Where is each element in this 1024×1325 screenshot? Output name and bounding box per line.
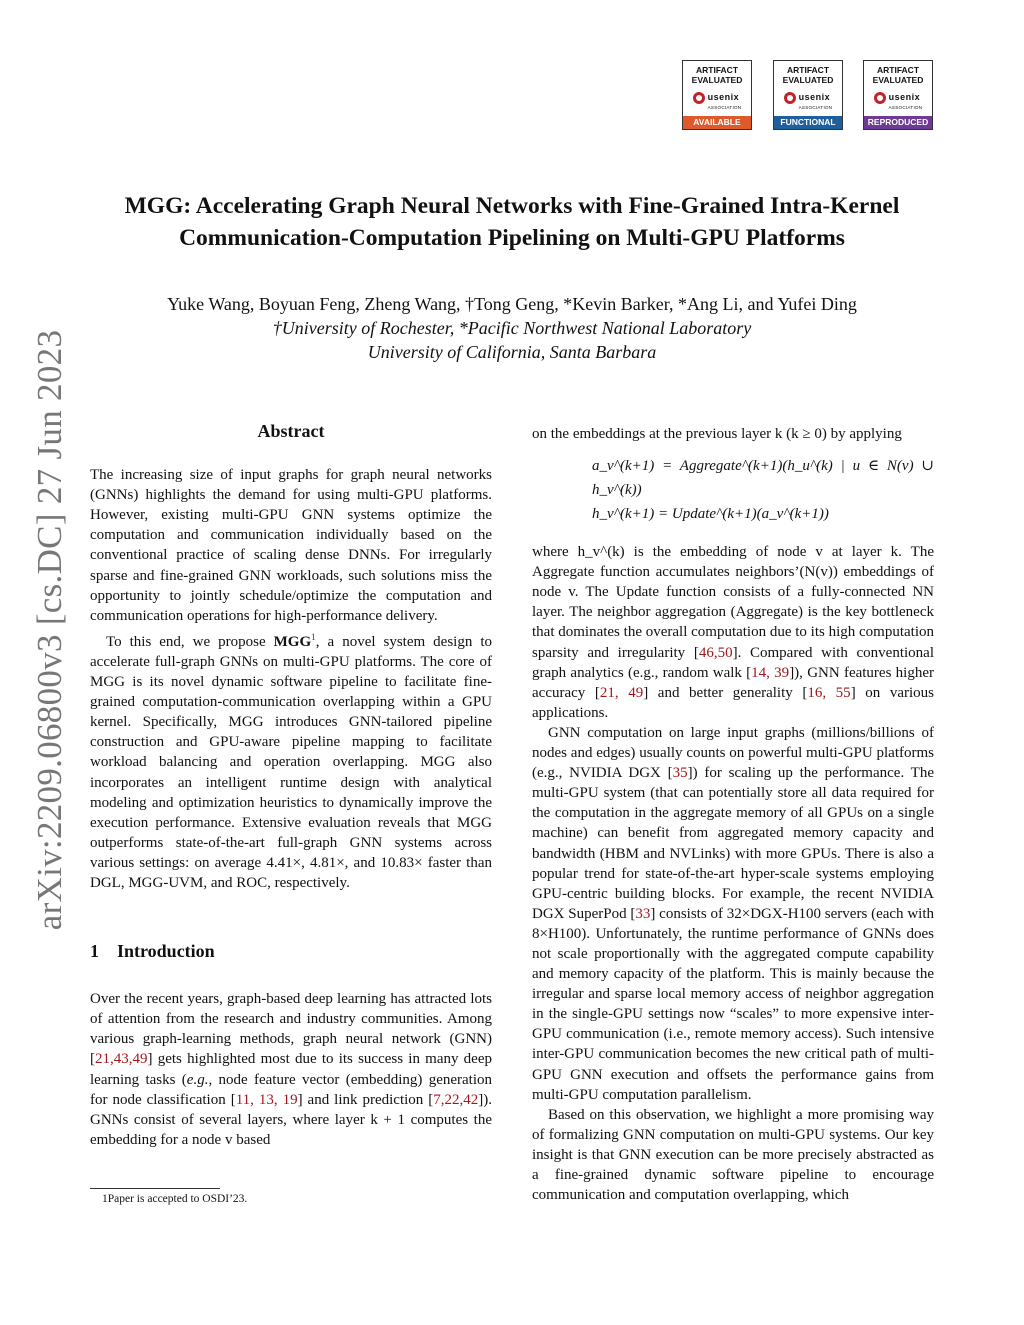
title-line-2: Communication-Computation Pipelining on Multi-GPU Platforms — [179, 225, 845, 251]
badge-assoc-text: ASSOCIATION — [888, 104, 923, 110]
equation-aggregate — [532, 454, 934, 502]
badge-status: FUNCTIONAL — [774, 116, 842, 129]
right-lead-text: on the embeddings at the previous layer k (k ≥ 0) by applying — [532, 426, 902, 442]
right-paragraph-2 — [532, 723, 934, 1105]
title-line-1: MGG: Accelerating Graph Neural Networks with Fine-Grained Intra-Kernel — [124, 193, 900, 219]
citation-link[interactable]: 33 — [635, 905, 651, 922]
intro-text: , node feature vector (embedding) generation for node classification [ — [90, 1071, 492, 1108]
author-block — [60, 292, 964, 364]
intro-text-italic: e.g. — [186, 1071, 209, 1088]
citation-link[interactable]: 46,50 — [698, 644, 733, 661]
introduction-heading: 1 Introduction — [90, 941, 215, 962]
affiliation-line-1: †University of Rochester, *Pacific Northwest National Laboratory — [272, 318, 752, 338]
abstract-p2-lead: To this end, we propose — [106, 633, 274, 650]
body-text: ] consists of 32×DGX-H100 servers (each with 8×H100). Unfortunately, the runtime performance of GNNs does not scale proportionally with the aggregated compute capability and memory capacity of the platform. This is mainly because the irregular and sparse local memory access of neighbor aggregation in the single-GPU settings now “scales” to more expensive inter-GPU communication (i.e., remote memory access). Such intensive inter-GPU communication becomes the new critical path of multi-GPU GNN execution and offsets the performance gains from multi-GPU computation parallelism. — [532, 905, 934, 1103]
intro-text: ] and link prediction [ — [297, 1091, 434, 1108]
badge-line2: EVALUATED — [691, 75, 743, 85]
usenix-logo-icon — [693, 92, 705, 104]
citation-link[interactable]: 35 — [672, 765, 688, 782]
paper-title — [60, 190, 964, 254]
body-text: where h_v^(k) is the embedding of node v at layer k. The Aggregate function accumulates neighbors’(N(v)) embeddings of node v. The Update function consists of a fully-connected NN layer. The neighbor aggregation (Aggregate) is the key bottleneck that dominates the overall computation due to its high computation sparsity and irregularity [ — [532, 544, 935, 661]
arxiv-identifier: arXiv:2209.06800v3 [cs.DC] 27 Jun 2023 — [30, 329, 69, 931]
equation-text: h_v^(k+1) = Update^(k+1)(a_v^(k+1)) — [592, 506, 829, 523]
equation-text: a_v^(k+1) = Aggregate^(k+1)(h_u^(k) | u ∈ N(v) ∪ h_v^(k)) — [592, 458, 934, 499]
abstract-p2-body: , a novel system design to accelerate full-graph GNNs on multi-GPU platforms. The core of MGG is its novel dynamic software pipeline to facilitate fine-grained computation-communication overlapping within a GPU kernel. Specifically, MGG introduces GNN-tailored pipeline construction and GPU-aware pipeline mapping to facilitate workload balancing and operation overlapping. MGG also incorporates an intelligent runtime design with analytical modeling and optimization heuristics to dynamically improve the execution performance. Extensive evaluation reveals that MGG outperforms state-of-the-art full-graph GNN systems across various settings: on average 4.41×, 4.81×, and 10.83× faster than DGL, MGG-UVM, and ROC, respectively. — [90, 633, 492, 891]
right-column — [532, 424, 934, 1205]
citation-link[interactable]: 16, 55 — [807, 684, 851, 701]
badge-assoc-text: ASSOCIATION — [707, 104, 742, 110]
citation-link[interactable]: 14, 39 — [751, 664, 790, 681]
intro-text: Over the recent years, graph-based deep learning has attracted lots of attention from the research and industry communities. Among various graph-learning methods, graph neural network (GNN) [ — [90, 991, 492, 1068]
right-paragraph-3: Based on this observation, we highlight a more promising way of formalizing GNN computation on multi-GPU systems. Our key insight is that GNN execution can be more precisely abstracted as a fine-grained dynamic software pipeline to encourage communication and computation overlapping, which — [532, 1106, 934, 1204]
left-column — [90, 421, 492, 1150]
author-list: Yuke Wang, Boyuan Feng, Zheng Wang, †Tong Geng, *Kevin Barker, *Ang Li, and Yufei Ding — [167, 294, 857, 314]
body-text: ] on various applications. — [532, 684, 935, 721]
badge-status: AVAILABLE — [683, 116, 751, 129]
body-text: ] and better generality [ — [643, 684, 808, 701]
artifact-badge-reproduced — [863, 60, 933, 130]
body-text: ]) for scaling up the performance. The multi-GPU system (that can potentially store all data required for the computation in the aggregate memory of all GPUs on a single machine) can benefit from aggregated memory capacity and bandwidth (HBM and NVLinks) with more GPUs. There is also a popular trend for state-of-the-art hyper-scale systems employing GPU-centric building blocks. For example, the recent NVIDIA DGX SuperPod [ — [532, 765, 934, 922]
badge-line2: EVALUATED — [872, 75, 924, 85]
footnote-marker[interactable]: 1 — [311, 632, 316, 643]
artifact-badge-available — [682, 60, 752, 130]
abstract-paragraph-1: The increasing size of input graphs for graph neural networks (GNNs) highlights the demand for using multi-GPU platforms. However, existing multi-GPU GNN systems optimize the computation and communication individually based on the conventional practice of scaling dense DNNs. For irregularly sparse and fine-grained GNN workloads, such solutions miss the opportunity to jointly schedule/optimize the computation and communication operations for high-performance delivery. — [90, 467, 492, 624]
body-text: ]. Compared with conventional graph analytics (e.g., random walk [ — [532, 644, 934, 681]
equation-update — [532, 502, 934, 526]
right-paragraph-1 — [532, 542, 934, 723]
usenix-logo-icon — [784, 92, 796, 104]
citation-link[interactable]: 21, 49 — [599, 684, 644, 701]
badge-line1: ARTIFACT — [876, 65, 920, 75]
badge-logo-text: usenix — [888, 91, 921, 102]
footnote-rule — [90, 1188, 220, 1189]
affiliation-line-2: University of California, Santa Barbara — [367, 342, 657, 362]
footnote: 1Paper is accepted to OSDI’23. — [102, 1193, 248, 1205]
intro-text: ] gets highlighted most due to its success in many deep learning tasks ( — [90, 1051, 492, 1088]
intro-paragraph-1 — [90, 989, 492, 1150]
badge-logo-text: usenix — [798, 91, 831, 102]
citation-link[interactable]: 11, 13, 19 — [235, 1091, 298, 1108]
mgg-name: MGG — [273, 633, 312, 650]
badge-logo-text: usenix — [707, 91, 740, 102]
body-text: GNN computation on large input graphs (millions/billions of nodes and edges) usually counts on powerful multi-GPU platforms (e.g., NVIDIA DGX [ — [532, 724, 934, 782]
artifact-badge-functional — [773, 60, 843, 130]
usenix-logo-icon — [874, 92, 886, 104]
abstract-heading: Abstract — [257, 421, 325, 441]
intro-text: ]). GNNs consist of several layers, where layer k + 1 computes the embedding for a node v based — [90, 1091, 492, 1148]
badge-line2: EVALUATED — [782, 75, 834, 85]
badge-assoc-text: ASSOCIATION — [798, 104, 833, 110]
badge-line1: ARTIFACT — [786, 65, 830, 75]
citation-link[interactable]: 7,22,42 — [433, 1091, 479, 1108]
badge-line1: ARTIFACT — [695, 65, 739, 75]
citation-link[interactable]: 21,43,49 — [95, 1051, 148, 1068]
badge-status: REPRODUCED — [864, 116, 932, 129]
abstract-paragraph-2 — [90, 628, 492, 893]
body-text: ]), GNN features higher accuracy [ — [532, 664, 935, 701]
